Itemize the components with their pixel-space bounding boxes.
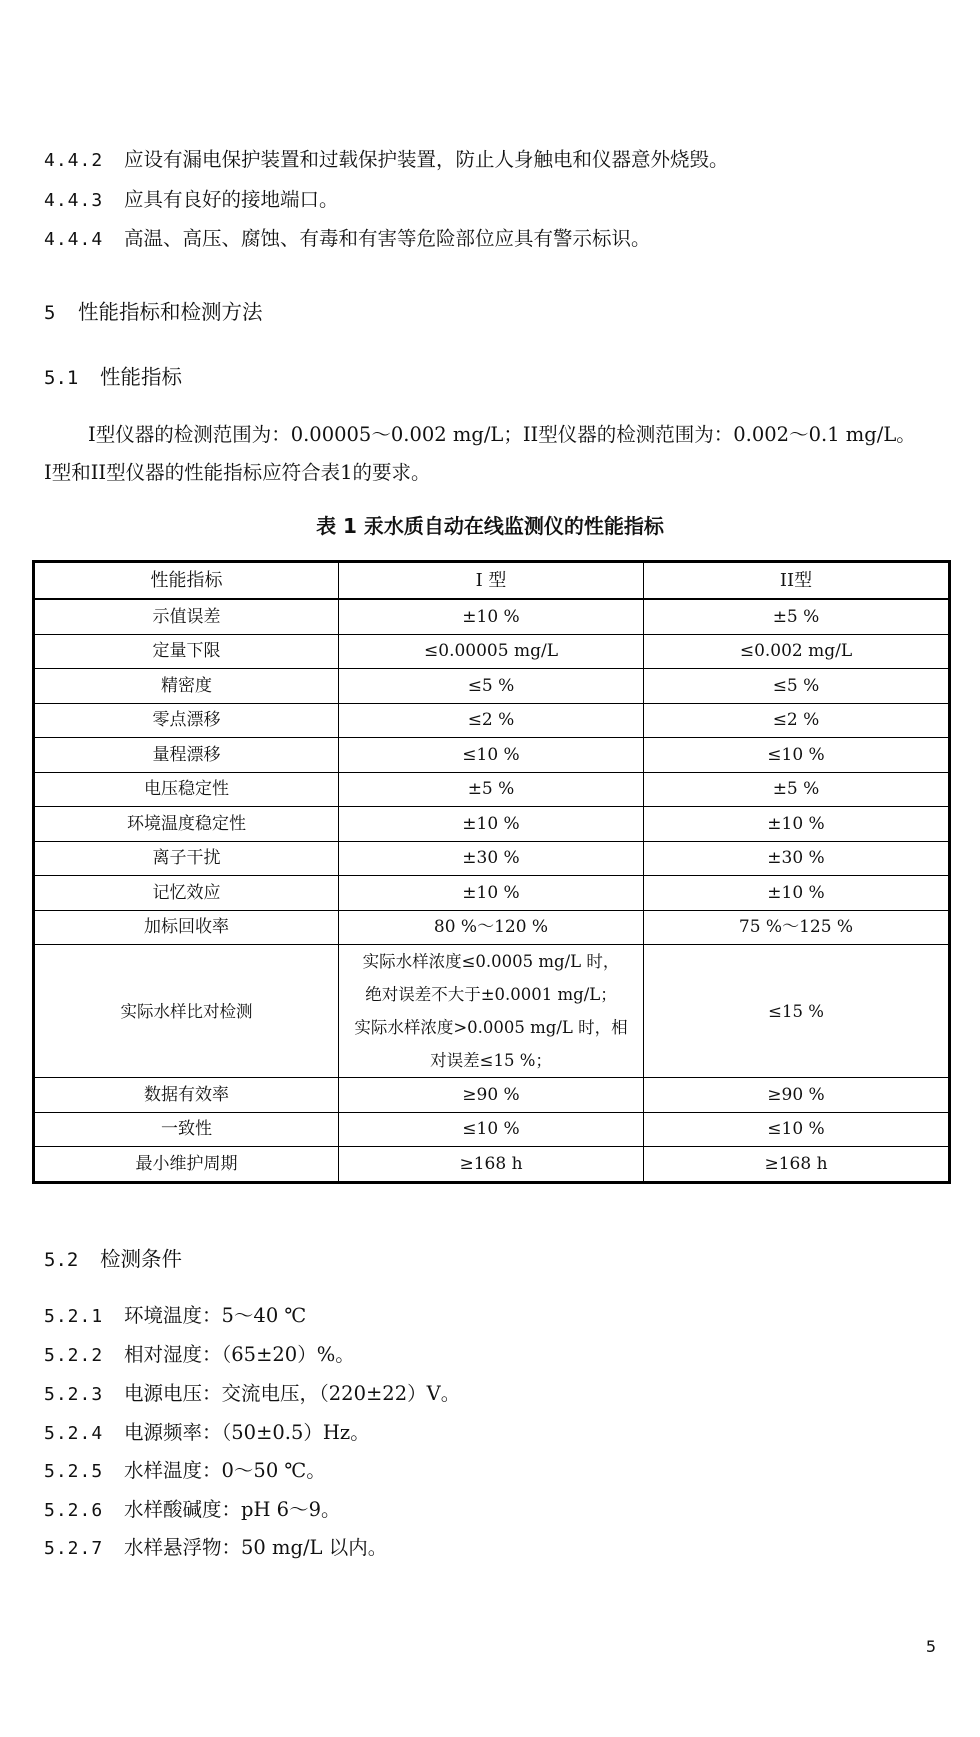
criteria-line: 对误差≤15 %； — [430, 1051, 552, 1070]
clause-number: 4.4.4 — [44, 229, 104, 250]
indicator-cell: 示值误差 — [34, 599, 339, 634]
clause-number: 4.4.2 — [44, 150, 104, 171]
indicator-cell: 一致性 — [34, 1112, 339, 1147]
table-row — [34, 703, 950, 738]
section-number: 5 — [44, 302, 56, 324]
clause-5-2-4 — [44, 1419, 370, 1448]
intro-paragraph — [44, 416, 944, 492]
type-2-cell: ≤10 % — [644, 738, 950, 773]
indicator-cell: 离子干扰 — [34, 841, 339, 876]
table-caption: 表 1 汞水质自动在线监测仪的性能指标 — [316, 514, 664, 538]
type-1-cell: ±10 % — [339, 807, 644, 842]
table-row — [34, 772, 950, 807]
clause-5-2-6 — [44, 1496, 341, 1525]
clause-text: 水样悬浮物：50 mg/L 以内。 — [124, 1536, 388, 1559]
clause-5-2-2 — [44, 1341, 355, 1370]
type-1-cell: ≤10 % — [339, 738, 644, 773]
clause-number: 5.2.6 — [44, 1500, 104, 1521]
clause-5-2-1 — [44, 1302, 306, 1331]
table-row — [34, 599, 950, 634]
indicator-cell: 实际水样比对检测 — [34, 945, 339, 1078]
clause-4-4-4 — [44, 225, 651, 254]
indicator-cell: 记忆效应 — [34, 876, 339, 911]
section-5-heading — [44, 298, 263, 327]
clause-4-4-2 — [44, 146, 729, 175]
clause-text: 环境温度：5～40 ℃ — [124, 1304, 307, 1327]
performance-table — [32, 560, 951, 1184]
type-1-cell: ≤0.00005 mg/L — [339, 634, 644, 669]
criteria-line: 实际水样浓度>0.0005 mg/L 时，相 — [354, 1018, 628, 1037]
table-row — [34, 876, 950, 911]
section-title: 性能指标 — [100, 365, 182, 389]
header-type-1: I 型 — [339, 562, 644, 600]
criteria-line: 实际水样浓度≤0.0005 mg/L 时， — [362, 952, 620, 971]
section-number: 5.2 — [44, 1249, 79, 1271]
indicator-cell: 量程漂移 — [34, 738, 339, 773]
type-1-cell: ≤10 % — [339, 1112, 644, 1147]
clause-number: 5.2.1 — [44, 1306, 104, 1327]
clause-number: 5.2.7 — [44, 1538, 104, 1559]
type-2-cell: ±5 % — [644, 599, 950, 634]
type-1-cell: ±5 % — [339, 772, 644, 807]
clause-text: 相对湿度：（65±20）%。 — [124, 1343, 355, 1366]
clause-number: 5.2.5 — [44, 1461, 104, 1482]
type-2-cell: ≤10 % — [644, 1112, 950, 1147]
type-2-cell: ±5 % — [644, 772, 950, 807]
criteria-line: 绝对误差不大于±0.0001 mg/L； — [365, 985, 617, 1004]
type-2-cell: ±30 % — [644, 841, 950, 876]
indicator-cell: 加标回收率 — [34, 910, 339, 945]
table-row — [34, 1147, 950, 1183]
clause-number: 5.2.4 — [44, 1423, 104, 1444]
table-row — [34, 738, 950, 773]
table-header-row — [34, 562, 950, 600]
clause-text: 电源频率：（50±0.5）Hz。 — [124, 1421, 370, 1444]
type-1-cell: ±10 % — [339, 599, 644, 634]
header-type-2: II型 — [644, 562, 950, 600]
clause-number: 5.2.2 — [44, 1345, 104, 1366]
type-2-cell: ≤2 % — [644, 703, 950, 738]
clause-text: 应设有漏电保护装置和过载保护装置，防止人身触电和仪器意外烧毁。 — [124, 148, 729, 171]
page-number: 5 — [925, 1637, 936, 1656]
type-2-cell: ≤5 % — [644, 669, 950, 704]
type-2-cell: ±10 % — [644, 876, 950, 911]
table-row — [34, 634, 950, 669]
clause-5-2-3 — [44, 1380, 460, 1409]
section-title: 性能指标和检测方法 — [78, 300, 263, 324]
type-2-cell: ≥168 h — [644, 1147, 950, 1183]
type-2-cell: 75 %～125 % — [644, 910, 950, 945]
section-number: 5.1 — [44, 367, 79, 389]
type-1-cell-multiline — [339, 945, 644, 1078]
type-1-cell: ≤2 % — [339, 703, 644, 738]
table-row — [34, 807, 950, 842]
type-1-cell: ≥168 h — [339, 1147, 644, 1183]
clause-text: 电源电压：交流电压，（220±22）V。 — [124, 1382, 461, 1405]
clause-5-2-7 — [44, 1534, 387, 1563]
clause-4-4-3 — [44, 186, 339, 215]
table-row-comparison — [34, 945, 950, 1078]
type-2-cell: ≤15 % — [644, 945, 950, 1078]
table-row — [34, 841, 950, 876]
type-1-cell: 80 %～120 % — [339, 910, 644, 945]
section-5-2-heading — [44, 1245, 182, 1274]
type-1-cell: ±10 % — [339, 876, 644, 911]
indicator-cell: 最小维护周期 — [34, 1147, 339, 1183]
section-5-1-heading — [44, 363, 182, 392]
type-2-cell: ≥90 % — [644, 1078, 950, 1113]
indicator-cell: 定量下限 — [34, 634, 339, 669]
clause-text: 应具有良好的接地端口。 — [124, 188, 339, 211]
table-row — [34, 910, 950, 945]
clause-text: 水样温度：0～50 ℃。 — [124, 1459, 326, 1482]
intro-line-1: I型仪器的检测范围为：0.00005～0.002 mg/L；II型仪器的检测范围为：0.002～0.1 mg/L。 — [88, 423, 916, 446]
table-row — [34, 1112, 950, 1147]
type-2-cell: ±10 % — [644, 807, 950, 842]
clause-5-2-5 — [44, 1457, 326, 1486]
indicator-cell: 数据有效率 — [34, 1078, 339, 1113]
clause-number: 4.4.3 — [44, 190, 104, 211]
intro-line-2: I型和II型仪器的性能指标应符合表1的要求。 — [44, 461, 431, 484]
type-1-cell: ±30 % — [339, 841, 644, 876]
section-title: 检测条件 — [100, 1247, 182, 1271]
table-row — [34, 669, 950, 704]
indicator-cell: 精密度 — [34, 669, 339, 704]
clause-text: 高温、高压、腐蚀、有毒和有害等危险部位应具有警示标识。 — [124, 227, 651, 250]
indicator-cell: 电压稳定性 — [34, 772, 339, 807]
clause-text: 水样酸碱度：pH 6～9。 — [124, 1498, 341, 1521]
indicator-cell: 环境温度稳定性 — [34, 807, 339, 842]
table-row — [34, 1078, 950, 1113]
indicator-cell: 零点漂移 — [34, 703, 339, 738]
header-indicator: 性能指标 — [34, 562, 339, 600]
type-2-cell: ≤0.002 mg/L — [644, 634, 950, 669]
type-1-cell: ≥90 % — [339, 1078, 644, 1113]
type-1-cell: ≤5 % — [339, 669, 644, 704]
clause-number: 5.2.3 — [44, 1384, 104, 1405]
